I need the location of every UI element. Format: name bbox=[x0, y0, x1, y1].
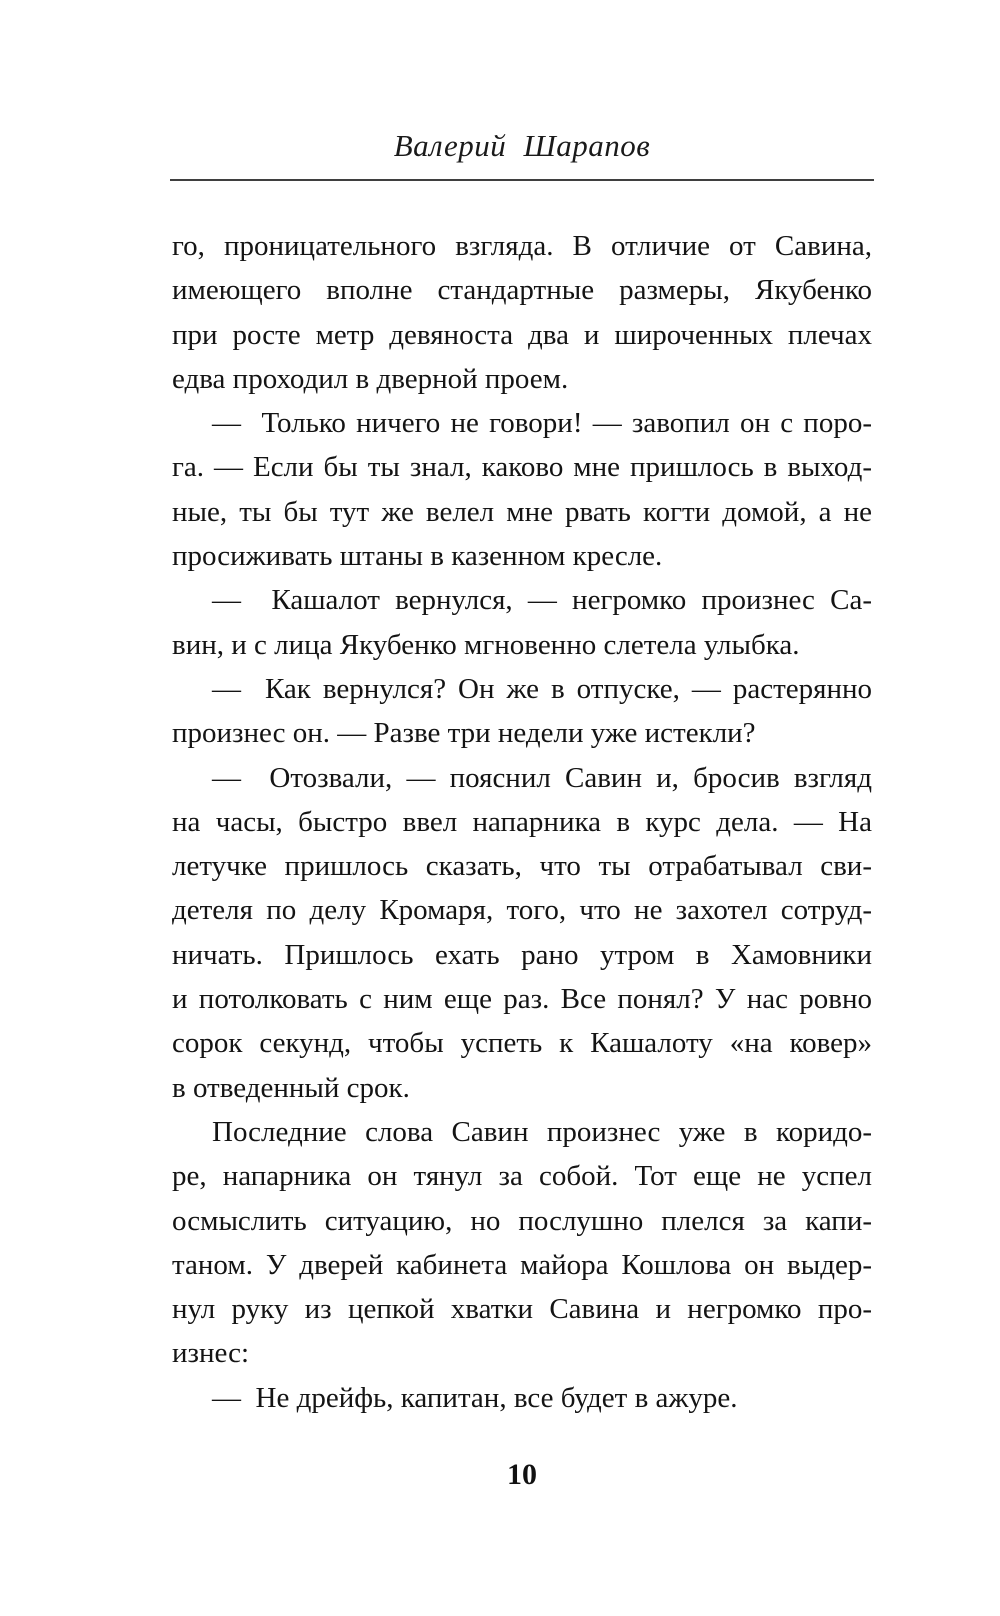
text-line: — Как вернулся? Он же в отпуске, — растерянно bbox=[212, 672, 872, 705]
text-line: — Не дрейфь, капитан, все будет в ажуре. bbox=[212, 1381, 738, 1414]
text-line: — Отозвали, — пояснил Савин и, бросив взгляд bbox=[212, 761, 872, 794]
text-line: ничать. Пришлось ехать рано утром в Хамовники bbox=[172, 938, 872, 971]
text-line: и потолковать с ним еще раз. Все понял? У нас ровно bbox=[172, 983, 872, 1016]
text-line: — Только ничего не говори! — завопил он с поро- bbox=[212, 407, 872, 440]
text-line: при росте метр девяноста два и широченных плечах bbox=[172, 318, 872, 351]
text-line: осмыслить ситуацию, но послушно плелся за капи- bbox=[172, 1204, 872, 1237]
text-line: нул руку из цепкой хватки Савина и негромко про- bbox=[172, 1293, 872, 1326]
text-line: произнес он. — Разве три недели уже истекли? bbox=[172, 717, 756, 750]
running-header: Валерий Шарапов bbox=[393, 128, 651, 163]
text-body bbox=[172, 224, 872, 1420]
text-line: детеля по делу Кромаря, того, что не захотел сотруд- bbox=[172, 894, 872, 927]
page-number: 10 bbox=[507, 1458, 537, 1491]
text-line: просиживать штаны в казенном кресле. bbox=[172, 540, 663, 573]
text-line: едва проходил в дверной проем. bbox=[172, 362, 569, 395]
text-line: изнес: bbox=[172, 1337, 250, 1370]
paragraph bbox=[172, 578, 872, 667]
text-line: Последние слова Савин произнес уже в коридо- bbox=[212, 1115, 872, 1148]
text-line: на часы, быстро ввел напарника в курс дела. — На bbox=[172, 805, 872, 838]
paragraph bbox=[172, 756, 872, 1110]
text-line: в отведенный срок. bbox=[172, 1071, 410, 1104]
text-line: га. — Если бы ты знал, каково мне пришлось в выход- bbox=[172, 451, 872, 484]
text-line: — Кашалот вернулся, — негромко произнес Са- bbox=[212, 584, 872, 617]
paragraph bbox=[172, 1376, 872, 1420]
text-line: го, проницательного взгляда. В отличие от Савина, bbox=[172, 230, 872, 262]
text-line: сорок секунд, чтобы успеть к Кашалоту «на ковер» bbox=[172, 1027, 872, 1060]
text-line: вин, и с лица Якубенко мгновенно слетела улыбка. bbox=[172, 628, 800, 661]
text-line: летучке пришлось сказать, что ты отрабатывал сви- bbox=[172, 850, 872, 883]
text-line: имеющего вполне стандартные размеры, Якубенко bbox=[172, 274, 872, 307]
text-line: ре, напарника он тянул за собой. Тот еще не успел bbox=[172, 1160, 872, 1193]
paragraph bbox=[172, 224, 872, 401]
text-line: таном. У дверей кабинета майора Кошлова он выдер- bbox=[172, 1248, 872, 1281]
paragraph bbox=[172, 1110, 872, 1376]
paragraph bbox=[172, 667, 872, 756]
header-rule bbox=[170, 179, 874, 181]
text-line: ные, ты бы тут же велел мне рвать когти домой, а не bbox=[172, 495, 872, 528]
paragraph bbox=[172, 401, 872, 578]
